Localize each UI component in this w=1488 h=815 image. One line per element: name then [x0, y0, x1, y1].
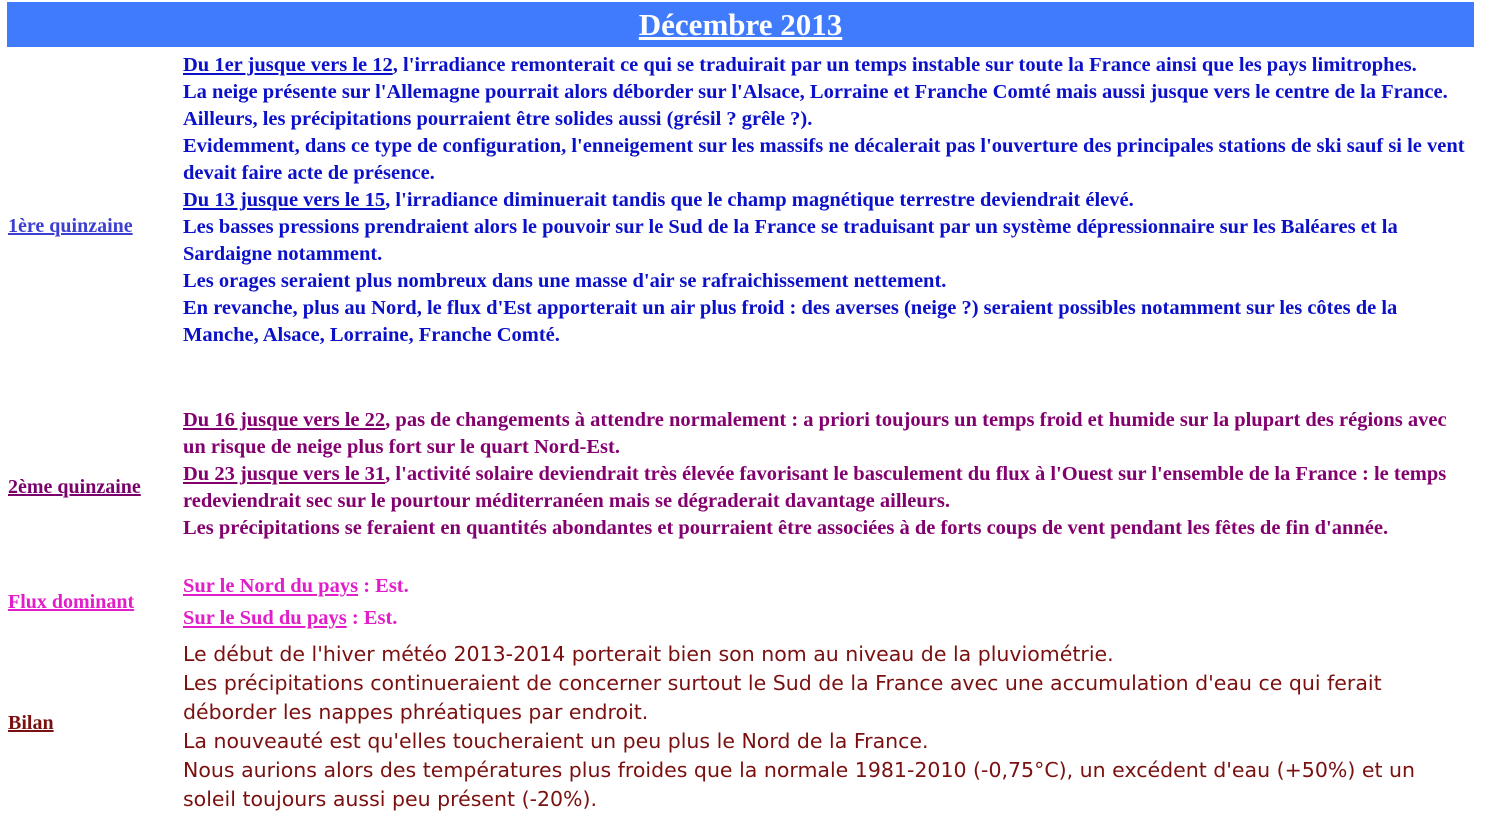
first-fortnight-text: [183, 52, 1473, 349]
paragraph: [183, 407, 1473, 461]
flow-south-region[interactable]: Sur le Sud du pays: [183, 607, 347, 629]
flow-north-region[interactable]: Sur le Nord du pays: [183, 575, 359, 597]
flow-north-value: : Est.: [358, 575, 409, 597]
paragraph: Les orages seraient plus nombreux dans une masse d'air se rafraichissement nettement.: [183, 270, 947, 292]
paragraph: Nous aurions alors des températures plus froides que la normale 1981-2010 (-0,75°C), un excédent d'eau (+50%) et un soleil toujours aussi peu présent (-20%).: [183, 758, 1416, 811]
paragraph: Ailleurs, les précipitations pourraient être solides aussi (grésil ? grêle ?).: [183, 108, 813, 130]
paragraph: [183, 461, 1473, 515]
paragraph-text: , pas de changements à attendre normalement : a priori toujours un temps froid et humide sur la plupart des régions avec un risque de neige plus fort sur le quart Nord-Est.: [183, 409, 1447, 458]
flow-south: [183, 607, 397, 630]
paragraph: Les précipitations continueraient de concerner surtout le Sud de la France avec une accumulation d'eau ce qui ferait déborder les nappes phréatiques par endroit.: [183, 671, 1382, 724]
period-link[interactable]: Du 23 jusque vers le 31: [183, 463, 386, 485]
period-link[interactable]: Du 13 jusque vers le 15: [183, 189, 386, 211]
second-fortnight-text: [183, 407, 1473, 542]
paragraph: La nouveauté est qu'elles toucheraient un peu plus le Nord de la France.: [183, 729, 929, 753]
paragraph: Le début de l'hiver météo 2013-2014 porterait bien son nom au niveau de la pluviométrie.: [183, 642, 1114, 666]
summary-text: [183, 640, 1473, 814]
paragraph-text: , l'irradiance diminuerait tandis que le champ magnétique terrestre deviendrait élevé.: [385, 189, 1134, 211]
month-header: [7, 2, 1474, 47]
paragraph: Evidemment, dans ce type de configuration, l'enneigement sur les massifs ne décalerait pas l'ouverture des principales stations de ski sauf si le vent devait faire acte de présence.: [183, 135, 1465, 184]
label-second-fortnight[interactable]: 2ème quinzaine: [8, 476, 141, 498]
period-link[interactable]: Du 1er jusque vers le 12: [183, 54, 393, 76]
paragraph: [183, 187, 1473, 214]
paragraph-text: , l'activité solaire deviendrait très élevée favorisant le basculement du flux à l'Ouest sur l'ensemble de la France : le temps redeviendrait sec sur le pourtour méditerranéen mais se dégraderait davantage ailleurs.: [183, 463, 1447, 512]
paragraph: [183, 52, 1473, 79]
period-link[interactable]: Du 16 jusque vers le 22: [183, 409, 386, 431]
flow-south-value: : Est.: [346, 607, 398, 629]
paragraph: En revanche, plus au Nord, le flux d'Est apporterait un air plus froid : des averses (neige ?) seraient possibles notamment sur les côtes de la Manche, Alsace, Lorraine, Franche Comté.: [183, 297, 1398, 346]
paragraph: La neige présente sur l'Allemagne pourrait alors déborder sur l'Alsace, Lorraine et Franche Comté mais aussi jusque vers le centre de la France.: [183, 81, 1448, 103]
label-first-fortnight[interactable]: 1ère quinzaine: [8, 215, 133, 237]
paragraph: Les basses pressions prendraient alors le pouvoir sur le Sud de la France se traduisant par un système dépressionnaire sur les Baléares et la Sardaigne notamment.: [183, 216, 1398, 265]
label-dominant-flow[interactable]: Flux dominant: [8, 591, 135, 613]
flow-north: [183, 575, 409, 598]
label-summary[interactable]: Bilan: [8, 712, 54, 734]
paragraph: Les précipitations se feraient en quantités abondantes et pourraient être associées à de forts coups de vent pendant les fêtes de fin d'année.: [183, 517, 1389, 539]
month-title: Décembre 2013: [638, 7, 843, 42]
paragraph-text: , l'irradiance remonterait ce qui se traduirait par un temps instable sur toute la France ainsi que les pays limitrophes.: [392, 54, 1417, 76]
